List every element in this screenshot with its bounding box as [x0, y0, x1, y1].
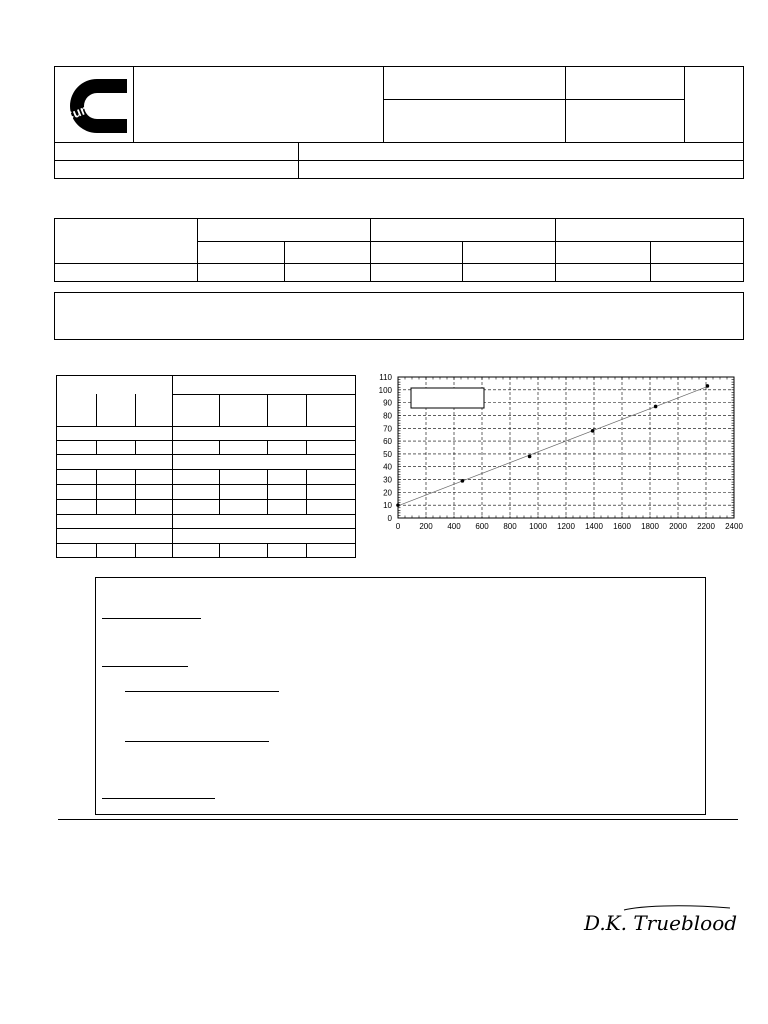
divider: [57, 469, 355, 470]
x-tick-label: 2000: [669, 522, 687, 531]
divider: [57, 440, 355, 441]
divider: [650, 241, 651, 281]
divider: [96, 469, 97, 514]
section-underline: [102, 798, 215, 799]
y-tick-label: 0: [387, 514, 392, 523]
divider: [370, 219, 371, 281]
divider: [57, 499, 355, 500]
divider: [565, 67, 566, 142]
y-tick-label: 80: [383, 411, 392, 421]
divider: [267, 440, 268, 454]
divider: [96, 543, 97, 557]
divider: [57, 543, 355, 544]
x-tick-label: 400: [447, 522, 461, 531]
divider: [57, 484, 355, 485]
x-tick-label: 600: [475, 522, 489, 531]
statements-box: [95, 577, 706, 815]
divider: [197, 219, 198, 281]
signature: [580, 900, 748, 956]
divider: [96, 440, 97, 454]
y-tick-label: 100: [378, 385, 392, 395]
divider: [57, 514, 355, 515]
divider: [96, 394, 97, 426]
divider: [462, 241, 463, 281]
divider: [55, 160, 743, 161]
divider: [555, 219, 556, 281]
x-tick-label: 800: [503, 522, 517, 531]
y-tick-label: 110: [379, 373, 392, 382]
data-point: [654, 405, 658, 409]
x-tick-label: 200: [419, 522, 433, 531]
divider: [684, 67, 685, 142]
subsection-underline: [125, 691, 279, 692]
y-tick-label: 30: [383, 475, 392, 485]
divider: [298, 142, 299, 178]
header-block: [54, 66, 744, 179]
performance-chart: [372, 370, 752, 545]
divider: [55, 263, 743, 264]
divider: [135, 394, 136, 426]
divider: [306, 394, 307, 426]
divider: [197, 241, 743, 242]
divider: [267, 469, 268, 514]
x-tick-label: 2200: [697, 522, 715, 531]
divider: [306, 543, 307, 557]
separator-rule: [58, 819, 738, 820]
data-point: [396, 503, 400, 507]
x-tick-label: 1400: [585, 522, 603, 531]
divider: [172, 394, 355, 395]
notes-box: [54, 292, 744, 340]
signature-text: D.K. Trueblood: [584, 911, 738, 935]
data-point: [461, 479, 465, 483]
ratings-table: [54, 218, 744, 282]
divider: [133, 67, 134, 142]
data-point: [706, 384, 710, 388]
cummins-logo-icon: [57, 69, 131, 139]
divider: [219, 543, 220, 557]
legend-box: [411, 388, 484, 408]
y-tick-label: 70: [383, 424, 392, 434]
divider: [267, 394, 268, 426]
divider: [57, 454, 355, 455]
divider: [135, 440, 136, 454]
divider: [306, 440, 307, 454]
divider: [219, 469, 220, 514]
divider: [383, 67, 384, 142]
divider: [57, 426, 355, 427]
section-underline: [102, 666, 188, 667]
x-tick-label: 0: [395, 522, 401, 531]
divider: [172, 376, 173, 557]
data-point: [591, 429, 595, 433]
y-tick-label: 90: [383, 398, 392, 408]
y-tick-label: 50: [383, 449, 392, 459]
x-tick-label: 1600: [613, 522, 631, 531]
x-tick-label: 1800: [641, 522, 659, 531]
signature-mark: [580, 900, 748, 956]
x-tick-label: 2400: [725, 522, 743, 531]
data-point: [528, 455, 532, 459]
x-tick-label: 1000: [529, 522, 547, 531]
divider: [383, 99, 684, 100]
y-tick-label: 60: [383, 437, 392, 447]
y-tick-label: 10: [383, 501, 392, 511]
cummins-logo: [57, 69, 131, 139]
y-tick-label: 40: [383, 462, 392, 472]
x-tick-label: 1200: [557, 522, 575, 531]
divider: [55, 142, 743, 143]
divider: [284, 241, 285, 281]
section-underline: [102, 618, 201, 619]
divider: [219, 440, 220, 454]
divider: [267, 543, 268, 557]
divider: [306, 469, 307, 514]
divider: [135, 543, 136, 557]
divider: [219, 394, 220, 426]
divider: [57, 528, 355, 529]
subsection-underline: [125, 741, 269, 742]
divider: [135, 469, 136, 514]
performance-table: [56, 375, 356, 558]
y-tick-label: 20: [383, 488, 392, 498]
logo-text: Cummins: [61, 88, 123, 125]
